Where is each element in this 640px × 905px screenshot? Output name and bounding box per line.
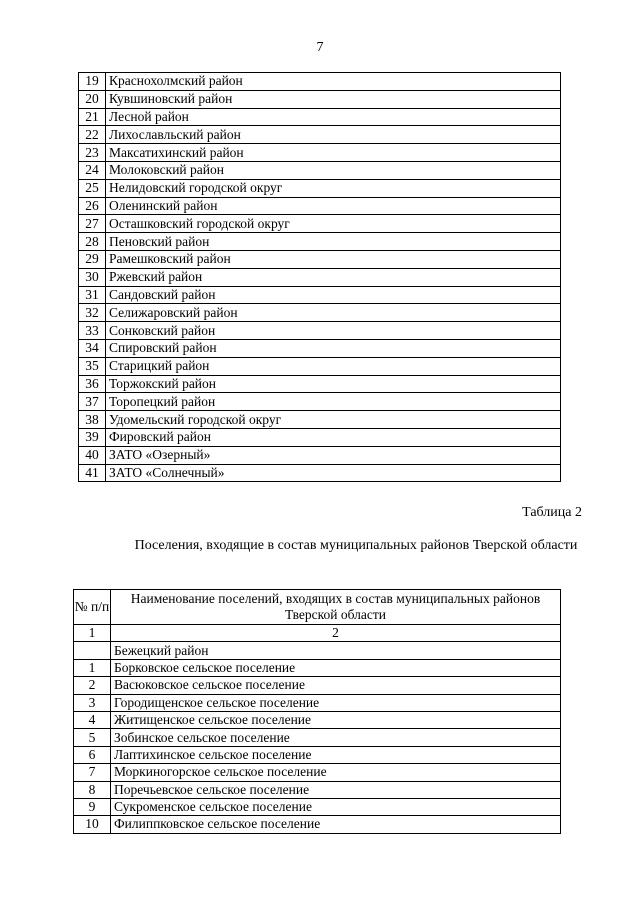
district-row	[79, 411, 561, 429]
row-number: 24	[79, 161, 106, 179]
settlement-row	[74, 677, 561, 694]
column-number-2: 2	[111, 625, 561, 642]
row-number: 32	[79, 304, 106, 322]
row-number: 28	[79, 233, 106, 251]
row-number: 9	[74, 798, 111, 815]
row-number: 31	[79, 286, 106, 304]
row-name: Житищенское сельское поселение	[111, 711, 561, 728]
row-name: Нелидовский городской округ	[106, 179, 561, 197]
row-name: ЗАТО «Озерный»	[106, 446, 561, 464]
settlements-table	[73, 589, 561, 834]
row-name: Осташковский городской округ	[106, 215, 561, 233]
districts-table	[78, 72, 561, 482]
row-number: 25	[79, 179, 106, 197]
district-row	[79, 393, 561, 411]
row-number: 7	[74, 764, 111, 781]
row-number: 10	[74, 816, 111, 833]
row-name: Филиппковское сельское поселение	[111, 816, 561, 833]
row-number: 23	[79, 144, 106, 162]
district-row	[79, 215, 561, 233]
section-row	[74, 642, 561, 659]
row-name: Зобинское сельское поселение	[111, 729, 561, 746]
district-row	[79, 233, 561, 251]
settlement-row	[74, 694, 561, 711]
section-num-cell	[74, 642, 111, 659]
row-number: 39	[79, 428, 106, 446]
row-number: 40	[79, 446, 106, 464]
settlement-row	[74, 798, 561, 815]
section-title: Бежецкий район	[111, 642, 561, 659]
row-number: 1	[74, 659, 111, 676]
row-name: Борковское сельское поселение	[111, 659, 561, 676]
header-num: № п/п	[74, 590, 111, 625]
row-name: Селижаровский район	[106, 304, 561, 322]
district-row	[79, 144, 561, 162]
district-row	[79, 446, 561, 464]
row-number: 33	[79, 322, 106, 340]
district-row	[79, 286, 561, 304]
district-row	[79, 428, 561, 446]
row-name: Лихославльский район	[106, 126, 561, 144]
row-name: Пеновский район	[106, 233, 561, 251]
settlement-row	[74, 816, 561, 833]
district-row	[79, 322, 561, 340]
district-row	[79, 179, 561, 197]
row-name: Сандовский район	[106, 286, 561, 304]
table-title: Поселения, входящие в состав муниципальных районов Тверской области	[134, 538, 578, 553]
row-name: Моркиногорское сельское поселение	[111, 764, 561, 781]
district-row	[79, 250, 561, 268]
district-row	[79, 464, 561, 482]
header-name: Наименование поселений, входящих в состав муниципальных районов Тверской области	[111, 590, 561, 625]
district-row	[79, 108, 561, 126]
row-name: Спировский район	[106, 339, 561, 357]
settlement-row	[74, 781, 561, 798]
settlement-row	[74, 764, 561, 781]
row-number: 35	[79, 357, 106, 375]
row-name: Лаптихинское сельское поселение	[111, 746, 561, 763]
district-row	[79, 126, 561, 144]
row-name: Старицкий район	[106, 357, 561, 375]
row-name: ЗАТО «Солнечный»	[106, 464, 561, 482]
row-number: 21	[79, 108, 106, 126]
row-number: 38	[79, 411, 106, 429]
settlement-row	[74, 711, 561, 728]
district-row	[79, 375, 561, 393]
district-row	[79, 90, 561, 108]
table-header-row	[74, 590, 561, 625]
district-row	[79, 357, 561, 375]
row-name: Удомельский городской округ	[106, 411, 561, 429]
row-number: 29	[79, 250, 106, 268]
page-number: 7	[316, 40, 324, 55]
districts-table-body	[79, 73, 561, 482]
row-number: 41	[79, 464, 106, 482]
column-number-1: 1	[74, 625, 111, 642]
row-number: 34	[79, 339, 106, 357]
row-number: 20	[79, 90, 106, 108]
row-name: Торжокский район	[106, 375, 561, 393]
row-name: Оленинский район	[106, 197, 561, 215]
row-name: Сукроменское сельское поселение	[111, 798, 561, 815]
row-name: Васюковское сельское поселение	[111, 677, 561, 694]
row-name: Поречьевское сельское поселение	[111, 781, 561, 798]
row-name: Городищенское сельское поселение	[111, 694, 561, 711]
row-number: 2	[74, 677, 111, 694]
row-name: Фировский район	[106, 428, 561, 446]
row-number: 3	[74, 694, 111, 711]
row-name: Торопецкий район	[106, 393, 561, 411]
row-name: Кувшиновский район	[106, 90, 561, 108]
row-name: Рамешковский район	[106, 250, 561, 268]
row-number: 37	[79, 393, 106, 411]
row-number: 36	[79, 375, 106, 393]
row-number: 19	[79, 73, 106, 91]
row-number: 22	[79, 126, 106, 144]
district-row	[79, 339, 561, 357]
row-number: 30	[79, 268, 106, 286]
table-caption: Таблица 2	[522, 505, 582, 520]
district-row	[79, 197, 561, 215]
row-number: 26	[79, 197, 106, 215]
row-name: Максатихинский район	[106, 144, 561, 162]
district-row	[79, 268, 561, 286]
row-number: 8	[74, 781, 111, 798]
row-name: Краснохолмский район	[106, 73, 561, 91]
row-name: Сонковский район	[106, 322, 561, 340]
row-name: Лесной район	[106, 108, 561, 126]
district-row	[79, 73, 561, 91]
settlement-row	[74, 729, 561, 746]
row-name: Молоковский район	[106, 161, 561, 179]
row-number: 27	[79, 215, 106, 233]
district-row	[79, 161, 561, 179]
settlement-row	[74, 659, 561, 676]
row-number: 4	[74, 711, 111, 728]
row-number: 6	[74, 746, 111, 763]
district-row	[79, 304, 561, 322]
column-number-row	[74, 625, 561, 642]
row-number: 5	[74, 729, 111, 746]
settlement-row	[74, 746, 561, 763]
settlements-table-body	[74, 590, 561, 834]
row-name: Ржевский район	[106, 268, 561, 286]
